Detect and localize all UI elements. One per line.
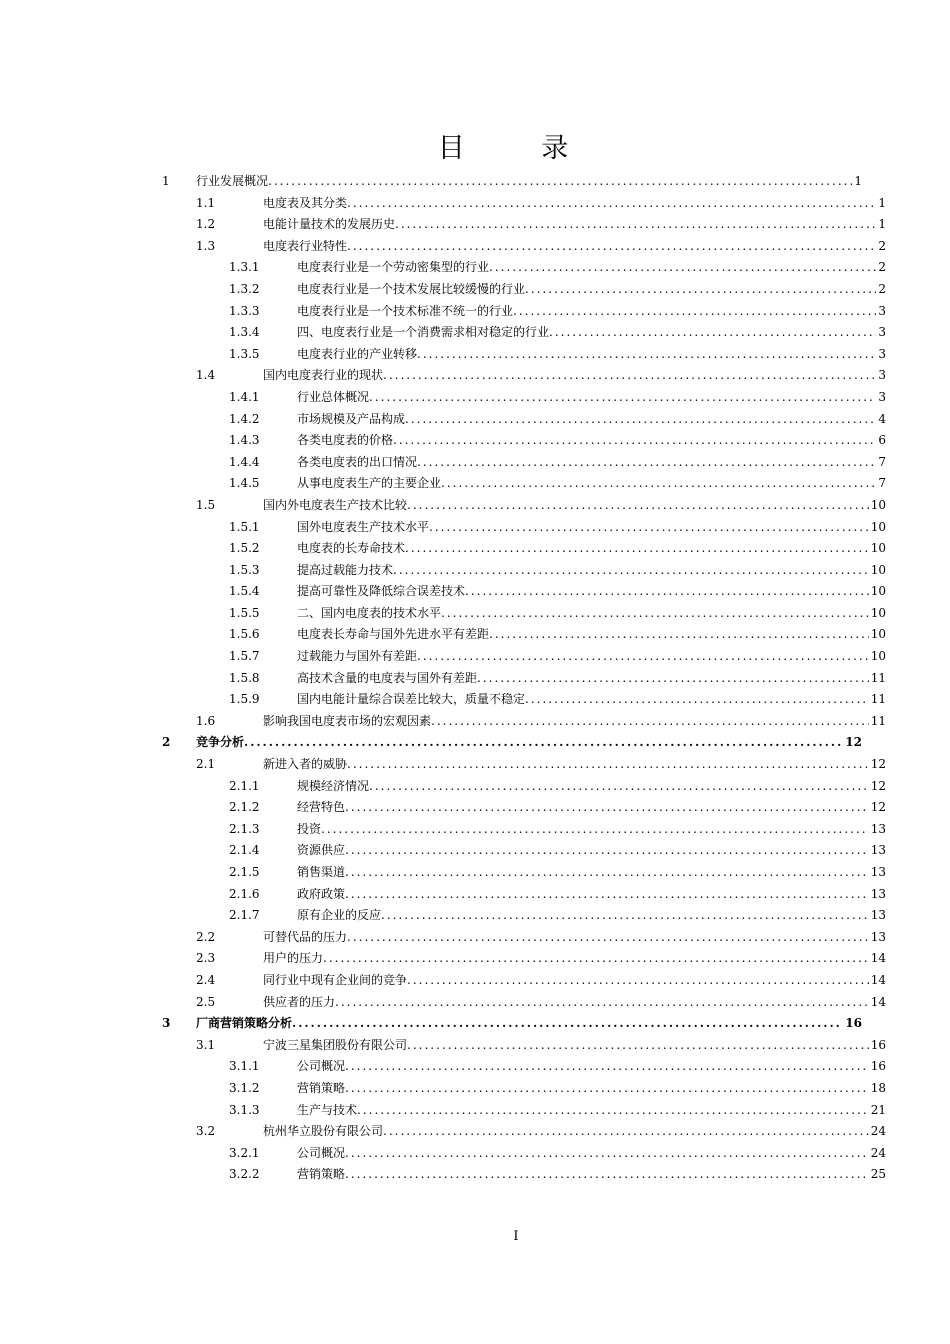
toc-leader-dots bbox=[417, 452, 876, 474]
toc-leader-dots bbox=[345, 1143, 869, 1165]
toc-entry-number: 2.5 bbox=[196, 994, 216, 1009]
toc-entry-number: 1.3.5 bbox=[229, 346, 260, 361]
toc-entry-number: 2.3 bbox=[196, 951, 216, 966]
toc-entry[interactable] bbox=[0, 193, 950, 215]
toc-entry-number: 1.5.2 bbox=[229, 541, 260, 556]
toc-entry-number: 1.5.3 bbox=[229, 562, 260, 577]
toc-entry[interactable] bbox=[0, 257, 950, 279]
toc-leader-dots bbox=[347, 236, 876, 258]
toc-leader-dots bbox=[369, 776, 869, 798]
toc-entry-number: 1.5 bbox=[196, 497, 216, 512]
toc-entry[interactable] bbox=[0, 387, 950, 409]
toc-entry[interactable] bbox=[0, 538, 950, 560]
toc-entry-title: 厂商营销策略分析 bbox=[196, 1016, 293, 1031]
toc-leader-dots bbox=[345, 1056, 869, 1078]
toc-entry[interactable] bbox=[0, 409, 950, 431]
toc-entry[interactable] bbox=[0, 1121, 950, 1143]
toc-entry-line bbox=[297, 1078, 886, 1100]
toc-entry-title: 营销策略 bbox=[297, 1080, 346, 1095]
toc-entry[interactable] bbox=[0, 603, 950, 625]
toc-entry-title: 从事电度表生产的主要企业 bbox=[297, 476, 442, 491]
toc-entry-number: 1.1 bbox=[196, 195, 216, 210]
toc-leader-dots bbox=[323, 948, 869, 970]
toc-leader-dots bbox=[417, 646, 869, 668]
toc-entry[interactable] bbox=[0, 517, 950, 539]
toc-entry[interactable] bbox=[0, 646, 950, 668]
toc-entry-page: 16 bbox=[870, 1037, 886, 1052]
toc-entry-page: 7 bbox=[878, 454, 886, 469]
toc-entry-page: 16 bbox=[845, 1016, 862, 1031]
toc-entry-title: 电度表行业是一个技术标准不统一的行业 bbox=[297, 303, 514, 318]
toc-entry-number: 1.2 bbox=[196, 217, 216, 232]
toc-entry-title: 提高过载能力技术 bbox=[297, 562, 394, 577]
toc-entry[interactable] bbox=[0, 797, 950, 819]
toc-entry[interactable] bbox=[0, 992, 950, 1014]
toc-entry-line bbox=[297, 560, 886, 582]
toc-entry-number: 1.3.1 bbox=[229, 260, 260, 275]
toc-entry[interactable] bbox=[0, 236, 950, 258]
toc-leader-dots bbox=[477, 668, 869, 690]
toc-entry-number: 1.4 bbox=[196, 368, 216, 383]
toc-entry[interactable] bbox=[0, 322, 950, 344]
toc-entry-number: 1.5.7 bbox=[229, 649, 260, 664]
toc-entry[interactable] bbox=[0, 1035, 950, 1057]
toc-entry-title: 电度表长寿命与国外先进水平有差距 bbox=[297, 627, 490, 642]
toc-entry-title: 国内电能计量综合误差比较大，质量不稳定 bbox=[297, 692, 526, 707]
toc-entry-page: 4 bbox=[878, 411, 886, 426]
toc-entry-line bbox=[263, 711, 886, 733]
toc-entry-page: 12 bbox=[870, 757, 886, 772]
toc-entry-page: 12 bbox=[870, 778, 886, 793]
toc-leader-dots bbox=[393, 430, 876, 452]
toc-entry-title: 电度表行业特性 bbox=[263, 238, 348, 253]
toc-entry-title: 原有企业的反应 bbox=[297, 908, 382, 923]
toc-entry-number: 3 bbox=[162, 1016, 171, 1031]
toc-entry[interactable] bbox=[0, 1164, 950, 1186]
toc-entry-page: 1 bbox=[878, 217, 886, 232]
toc-entry-number: 1.3 bbox=[196, 238, 216, 253]
toc-entry[interactable] bbox=[0, 732, 950, 754]
toc-entry-title: 规模经济情况 bbox=[297, 778, 370, 793]
toc-leader-dots bbox=[347, 927, 869, 949]
toc-entry-page: 13 bbox=[870, 886, 886, 901]
toc-entry-number: 2 bbox=[162, 735, 171, 750]
toc-entry-number: 2.1.7 bbox=[229, 908, 260, 923]
toc-entry-title: 生产与技术 bbox=[297, 1102, 358, 1117]
toc-entry-page: 3 bbox=[878, 325, 886, 340]
toc-leader-dots bbox=[407, 495, 869, 517]
toc-entry-line bbox=[297, 1164, 886, 1186]
toc-entry[interactable] bbox=[0, 1013, 950, 1035]
toc-entry-page: 1 bbox=[878, 195, 886, 210]
toc-entry-number: 1.5.1 bbox=[229, 519, 260, 534]
toc-entry-line bbox=[297, 797, 886, 819]
toc-entry-line bbox=[196, 732, 862, 754]
toc-entry-line bbox=[297, 257, 886, 279]
toc-leader-dots bbox=[345, 840, 869, 862]
toc-entry-page: 2 bbox=[878, 260, 886, 275]
toc-leader-dots bbox=[345, 1078, 869, 1100]
toc-leader-dots bbox=[549, 322, 876, 344]
toc-entry-number: 1.3.3 bbox=[229, 303, 260, 318]
toc-entry-number: 1.4.3 bbox=[229, 433, 260, 448]
toc-leader-dots bbox=[345, 884, 869, 906]
toc-entry-page: 10 bbox=[870, 584, 886, 599]
toc-entry-title: 电度表行业是一个劳动密集型的行业 bbox=[297, 260, 490, 275]
toc-entry-line bbox=[263, 495, 886, 517]
toc-entry-line bbox=[297, 862, 886, 884]
toc-leader-dots bbox=[383, 1121, 869, 1143]
toc-entry[interactable] bbox=[0, 581, 950, 603]
table-of-contents bbox=[0, 171, 950, 1186]
toc-leader-dots bbox=[407, 970, 869, 992]
toc-entry-title: 同行业中现有企业间的竞争 bbox=[263, 972, 408, 987]
toc-entry[interactable] bbox=[0, 711, 950, 733]
toc-entry-title: 投资 bbox=[297, 821, 322, 836]
toc-entry-title: 可替代品的压力 bbox=[263, 929, 348, 944]
toc-entry[interactable] bbox=[0, 819, 950, 841]
toc-entry-line bbox=[297, 409, 886, 431]
toc-entry-title: 各类电度表的价格 bbox=[297, 433, 394, 448]
toc-entry[interactable] bbox=[0, 905, 950, 927]
page-number-footer: I bbox=[513, 1229, 519, 1244]
toc-leader-dots bbox=[357, 1100, 869, 1122]
toc-entry[interactable] bbox=[0, 495, 950, 517]
toc-entry-number: 1.5.9 bbox=[229, 692, 260, 707]
toc-entry-title: 提高可靠性及降低综合误差技术 bbox=[297, 584, 466, 599]
toc-entry[interactable] bbox=[0, 1100, 950, 1122]
toc-leader-dots bbox=[345, 797, 869, 819]
toc-entry-page: 10 bbox=[870, 649, 886, 664]
toc-entry-number: 1.4.2 bbox=[229, 411, 260, 426]
toc-entry-line bbox=[297, 689, 886, 711]
toc-entry-page: 10 bbox=[870, 562, 886, 577]
page-title: 目 录 bbox=[437, 133, 603, 164]
toc-entry-title: 供应者的压力 bbox=[263, 994, 336, 1009]
toc-leader-dots bbox=[381, 905, 869, 927]
toc-entry-title: 杭州华立股份有限公司 bbox=[263, 1124, 384, 1139]
toc-entry-page: 21 bbox=[870, 1102, 886, 1117]
toc-entry-title: 宁波三星集团股份有限公司 bbox=[263, 1037, 408, 1052]
toc-entry-number: 1 bbox=[162, 174, 170, 188]
toc-leader-dots bbox=[465, 581, 869, 603]
toc-entry-number: 2.1.1 bbox=[229, 778, 260, 793]
toc-leader-dots bbox=[405, 409, 876, 431]
toc-entry[interactable] bbox=[0, 624, 950, 646]
toc-entry[interactable] bbox=[0, 1056, 950, 1078]
toc-leader-dots bbox=[429, 517, 869, 539]
toc-entry-page: 10 bbox=[870, 627, 886, 642]
toc-entry-line bbox=[297, 452, 886, 474]
toc-leader-dots bbox=[244, 732, 843, 754]
toc-entry-title: 影响我国电度表市场的宏观因素 bbox=[263, 713, 432, 728]
toc-entry-number: 3.2 bbox=[196, 1124, 216, 1139]
toc-entry-title: 过载能力与国外有差距 bbox=[297, 649, 418, 664]
toc-entry-title: 电能计量技术的发展历史 bbox=[263, 217, 396, 232]
toc-entry-page: 3 bbox=[878, 346, 886, 361]
toc-entry-page: 3 bbox=[878, 389, 886, 404]
toc-leader-dots bbox=[268, 171, 852, 193]
toc-entry-title: 四、电度表行业是一个消费需求相对稳定的行业 bbox=[297, 325, 550, 340]
toc-leader-dots bbox=[292, 1013, 843, 1035]
toc-entry-line bbox=[297, 646, 886, 668]
toc-entry-title: 高技术含量的电度表与国外有差距 bbox=[297, 670, 478, 685]
toc-entry-page: 11 bbox=[870, 670, 886, 685]
toc-entry-number: 2.1.3 bbox=[229, 821, 260, 836]
toc-entry[interactable] bbox=[0, 344, 950, 366]
toc-entry-line bbox=[263, 365, 886, 387]
toc-entry-line bbox=[297, 581, 886, 603]
toc-entry[interactable] bbox=[0, 430, 950, 452]
toc-entry-title: 营销策略 bbox=[297, 1167, 346, 1182]
toc-entry[interactable] bbox=[0, 1143, 950, 1165]
toc-entry-line bbox=[297, 473, 886, 495]
toc-entry-line bbox=[297, 1056, 886, 1078]
toc-entry[interactable] bbox=[0, 927, 950, 949]
toc-entry-line bbox=[297, 538, 886, 560]
toc-entry[interactable] bbox=[0, 754, 950, 776]
toc-entry-title: 新进入者的威胁 bbox=[263, 757, 348, 772]
toc-entry-line bbox=[297, 387, 886, 409]
toc-entry[interactable] bbox=[0, 1078, 950, 1100]
toc-entry-line bbox=[297, 819, 886, 841]
toc-leader-dots bbox=[395, 214, 876, 236]
toc-entry-number: 1.5.8 bbox=[229, 670, 260, 685]
toc-leader-dots bbox=[431, 711, 869, 733]
toc-entry-title: 二、国内电度表的技术水平 bbox=[297, 605, 442, 620]
toc-entry-number: 3.2.2 bbox=[229, 1167, 260, 1182]
toc-leader-dots bbox=[393, 560, 869, 582]
toc-entry-page: 18 bbox=[870, 1080, 886, 1095]
toc-entry-line bbox=[297, 905, 886, 927]
toc-entry[interactable] bbox=[0, 560, 950, 582]
toc-entry-page: 12 bbox=[870, 800, 886, 815]
toc-entry-number: 1.5.6 bbox=[229, 627, 260, 642]
toc-entry-number: 3.1.3 bbox=[229, 1102, 260, 1117]
toc-entry-line bbox=[297, 884, 886, 906]
toc-leader-dots bbox=[525, 689, 869, 711]
toc-entry-page: 2 bbox=[878, 238, 886, 253]
toc-entry-line bbox=[196, 1013, 862, 1035]
toc-entry-line bbox=[297, 517, 886, 539]
toc-entry[interactable] bbox=[0, 884, 950, 906]
toc-entry[interactable] bbox=[0, 473, 950, 495]
toc-leader-dots bbox=[321, 819, 869, 841]
toc-entry-page: 11 bbox=[870, 713, 886, 728]
toc-entry-number: 2.4 bbox=[196, 972, 216, 987]
toc-leader-dots bbox=[441, 473, 876, 495]
toc-entry-line bbox=[297, 776, 886, 798]
toc-entry[interactable] bbox=[0, 452, 950, 474]
toc-entry-page: 3 bbox=[878, 368, 886, 383]
toc-entry-number: 3.1 bbox=[196, 1037, 216, 1052]
toc-entry-title: 电度表的长寿命技术 bbox=[297, 541, 406, 556]
toc-entry-page: 13 bbox=[870, 908, 886, 923]
toc-entry[interactable] bbox=[0, 279, 950, 301]
toc-leader-dots bbox=[407, 1035, 869, 1057]
toc-leader-dots bbox=[369, 387, 876, 409]
toc-entry-title: 各类电度表的出口情况 bbox=[297, 454, 418, 469]
toc-entry-number: 2.2 bbox=[196, 929, 216, 944]
toc-entry[interactable] bbox=[0, 948, 950, 970]
toc-entry-title: 销售渠道 bbox=[297, 865, 346, 879]
toc-entry-title: 公司概况 bbox=[297, 1059, 346, 1074]
toc-entry-line bbox=[297, 279, 886, 301]
toc-entry-line bbox=[263, 214, 886, 236]
toc-entry[interactable] bbox=[0, 171, 950, 193]
toc-entry-page: 2 bbox=[878, 281, 886, 296]
toc-entry-page: 11 bbox=[870, 692, 886, 707]
toc-entry[interactable] bbox=[0, 301, 950, 323]
toc-entry-number: 2.1.5 bbox=[229, 865, 260, 879]
toc-entry-number: 2.1.4 bbox=[229, 843, 260, 858]
toc-entry-line bbox=[297, 344, 886, 366]
toc-entry[interactable] bbox=[0, 365, 950, 387]
toc-entry-number: 3.1.1 bbox=[229, 1059, 260, 1074]
toc-entry-page: 14 bbox=[870, 972, 886, 987]
toc-entry-number: 3.2.1 bbox=[229, 1145, 260, 1160]
toc-entry-title: 公司概况 bbox=[297, 1145, 346, 1160]
toc-entry-page: 14 bbox=[870, 994, 886, 1009]
toc-entry-line bbox=[297, 603, 886, 625]
toc-entry-line bbox=[263, 992, 886, 1014]
toc-entry-number: 2.1 bbox=[196, 757, 216, 772]
toc-leader-dots bbox=[335, 992, 869, 1014]
toc-leader-dots bbox=[489, 257, 876, 279]
toc-entry-title: 国内外电度表生产技术比较 bbox=[263, 497, 408, 512]
toc-entry-number: 1.4.1 bbox=[229, 389, 260, 404]
toc-entry-page: 12 bbox=[845, 735, 862, 750]
toc-entry-line bbox=[297, 840, 886, 862]
toc-entry-title: 市场规模及产品构成 bbox=[297, 411, 406, 426]
toc-entry-title: 行业发展概况 bbox=[196, 174, 269, 188]
toc-entry-page: 3 bbox=[878, 303, 886, 318]
toc-entry-line bbox=[297, 1143, 886, 1165]
toc-entry-page: 13 bbox=[870, 843, 886, 858]
toc-entry-page: 24 bbox=[870, 1145, 886, 1160]
toc-entry-title: 电度表及其分类 bbox=[263, 195, 348, 210]
toc-entry-page: 14 bbox=[870, 951, 886, 966]
toc-entry-page: 16 bbox=[870, 1059, 886, 1074]
toc-leader-dots bbox=[525, 279, 876, 301]
toc-entry-title: 经营特色 bbox=[297, 800, 346, 815]
toc-entry-line bbox=[297, 430, 886, 452]
toc-entry-line bbox=[297, 322, 886, 344]
toc-entry-line bbox=[196, 171, 862, 193]
toc-leader-dots bbox=[383, 365, 876, 387]
toc-entry-line bbox=[297, 301, 886, 323]
toc-entry-title: 用户的压力 bbox=[263, 951, 324, 966]
toc-leader-dots bbox=[489, 624, 869, 646]
toc-entry-number: 2.1.6 bbox=[229, 886, 260, 901]
toc-entry[interactable] bbox=[0, 862, 950, 884]
toc-entry-number: 1.6 bbox=[196, 713, 216, 728]
toc-leader-dots bbox=[513, 301, 876, 323]
toc-entry[interactable] bbox=[0, 840, 950, 862]
toc-entry-title: 行业总体概况 bbox=[297, 389, 370, 404]
toc-leader-dots bbox=[347, 193, 876, 215]
toc-entry[interactable] bbox=[0, 970, 950, 992]
toc-entry-line bbox=[263, 236, 886, 258]
toc-entry-line bbox=[263, 754, 886, 776]
toc-leader-dots bbox=[405, 538, 869, 560]
toc-entry-number: 1.4.5 bbox=[229, 476, 260, 491]
toc-entry-line bbox=[263, 1035, 886, 1057]
toc-entry-page: 7 bbox=[878, 476, 886, 491]
toc-entry-number: 3.1.2 bbox=[229, 1080, 260, 1095]
toc-entry-number: 1.4.4 bbox=[229, 454, 260, 469]
toc-entry-page: 13 bbox=[870, 865, 886, 879]
toc-entry-title: 国外电度表生产技术水平 bbox=[297, 519, 430, 534]
toc-entry-page: 24 bbox=[870, 1124, 886, 1139]
toc-entry[interactable] bbox=[0, 776, 950, 798]
toc-entry-line bbox=[263, 927, 886, 949]
toc-entry[interactable] bbox=[0, 689, 950, 711]
toc-entry-line bbox=[297, 1100, 886, 1122]
toc-entry-page: 1 bbox=[854, 174, 862, 188]
toc-leader-dots bbox=[417, 344, 876, 366]
toc-entry-title: 政府政策 bbox=[297, 886, 346, 901]
toc-entry-number: 1.5.4 bbox=[229, 584, 260, 599]
toc-entry-page: 6 bbox=[878, 433, 886, 448]
toc-entry-title: 电度表行业是一个技术发展比较缓慢的行业 bbox=[297, 281, 526, 296]
toc-entry-line bbox=[297, 668, 886, 690]
toc-leader-dots bbox=[441, 603, 869, 625]
toc-entry-number: 1.3.2 bbox=[229, 281, 260, 296]
toc-entry-number: 2.1.2 bbox=[229, 800, 260, 815]
toc-entry-line bbox=[297, 624, 886, 646]
toc-leader-dots bbox=[347, 754, 869, 776]
toc-leader-dots bbox=[345, 862, 869, 884]
toc-entry-title: 资源供应 bbox=[297, 843, 346, 858]
toc-entry-title: 电度表行业的产业转移 bbox=[297, 346, 418, 361]
toc-entry-line bbox=[263, 970, 886, 992]
toc-entry-page: 13 bbox=[870, 929, 886, 944]
toc-entry-line bbox=[263, 1121, 886, 1143]
toc-entry-page: 13 bbox=[870, 821, 886, 836]
toc-leader-dots bbox=[345, 1164, 869, 1186]
toc-entry-page: 10 bbox=[870, 605, 886, 620]
toc-entry-page: 10 bbox=[870, 519, 886, 534]
toc-entry-title: 竞争分析 bbox=[196, 735, 245, 750]
toc-entry-number: 1.5.5 bbox=[229, 605, 260, 620]
toc-entry-page: 10 bbox=[870, 541, 886, 556]
toc-entry-page: 25 bbox=[870, 1167, 886, 1182]
toc-entry-line bbox=[263, 948, 886, 970]
toc-entry-title: 国内电度表行业的现状 bbox=[263, 368, 384, 383]
toc-entry-line bbox=[263, 193, 886, 215]
toc-entry[interactable] bbox=[0, 668, 950, 690]
toc-entry-page: 10 bbox=[870, 497, 886, 512]
toc-entry[interactable] bbox=[0, 214, 950, 236]
toc-entry-number: 1.3.4 bbox=[229, 325, 260, 340]
